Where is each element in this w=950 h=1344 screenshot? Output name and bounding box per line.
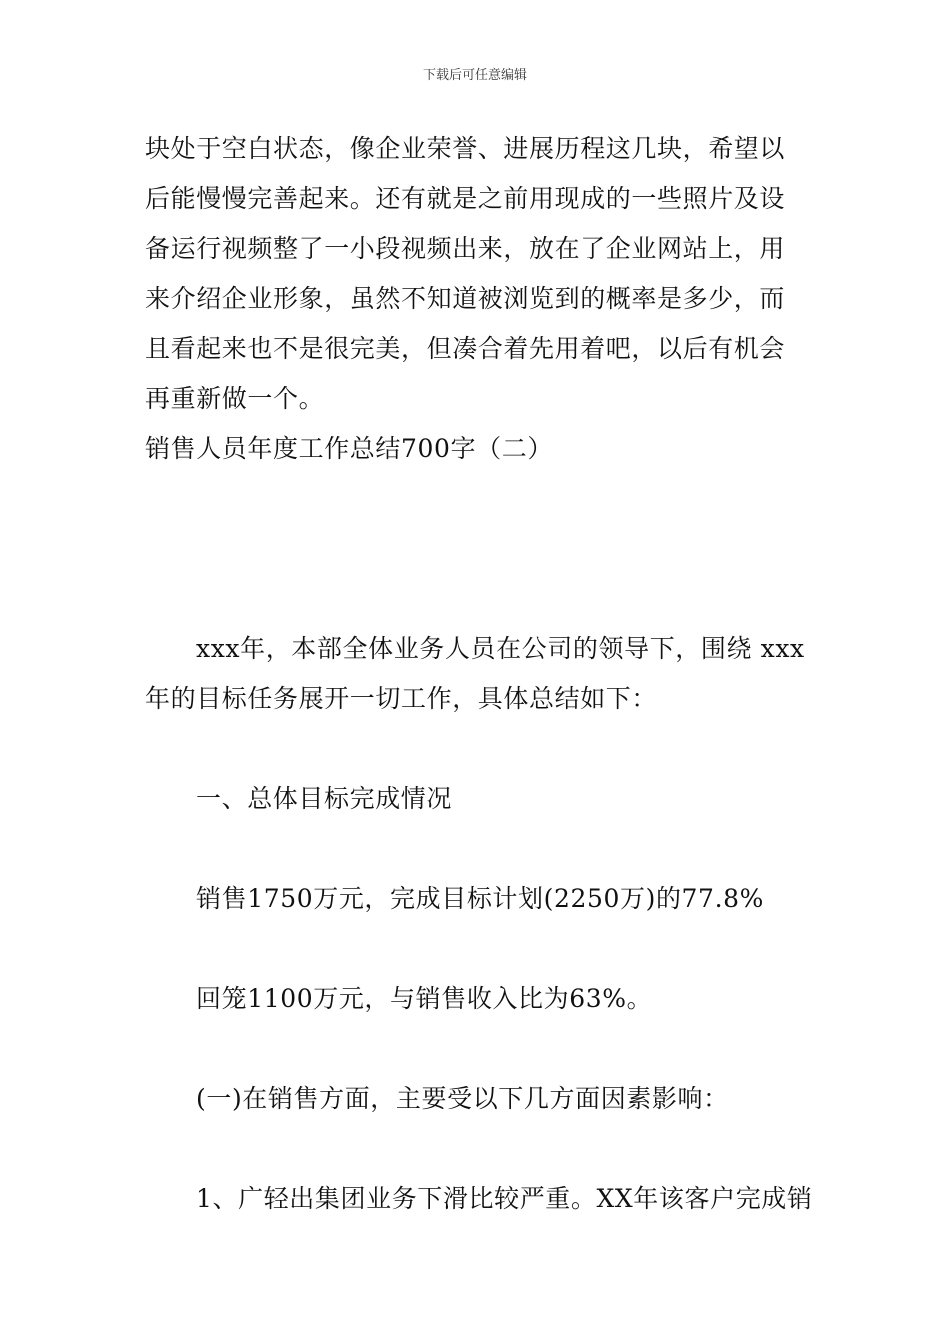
- page-header: 下载后可任意编辑: [422, 68, 527, 83]
- paragraph-line: 且看起来也不是很完美，但凑合着先用着吧，以后有机会: [145, 334, 786, 363]
- sales-line: 销售1750万元，完成目标计划(2250万)的77.8%: [196, 884, 764, 913]
- intro-line: 年的目标任务展开一切工作，具体总结如下：: [145, 684, 658, 713]
- heading-overall: 一、总体目标完成情况: [196, 784, 453, 813]
- paragraph-line: 备运行视频整了一小段视频出来，放在了企业网站上，用: [145, 234, 786, 263]
- paragraph-line: 来介绍企业形象，虽然不知道被浏览到的概率是多少，而: [145, 284, 786, 313]
- collection-line: 回笼1100万元，与销售收入比为63%。: [196, 984, 653, 1013]
- list-item: 1、广轻出集团业务下滑比较严重。XX年该客户完成销: [196, 1184, 813, 1213]
- subheading-sales: (一)在销售方面，主要受以下几方面因素影响：: [196, 1084, 729, 1113]
- intro-line: xxx年，本部全体业务人员在公司的领导下，围绕 xxx: [196, 634, 805, 663]
- paragraph-line: 再重新做一个。: [145, 384, 325, 413]
- paragraph-line: 块处于空白状态，像企业荣誉、进展历程这几块，希望以: [145, 134, 786, 163]
- section-title: 销售人员年度工作总结700字（二）: [145, 434, 553, 463]
- paragraph-line: 后能慢慢完善起来。还有就是之前用现成的一些照片及设: [145, 184, 786, 213]
